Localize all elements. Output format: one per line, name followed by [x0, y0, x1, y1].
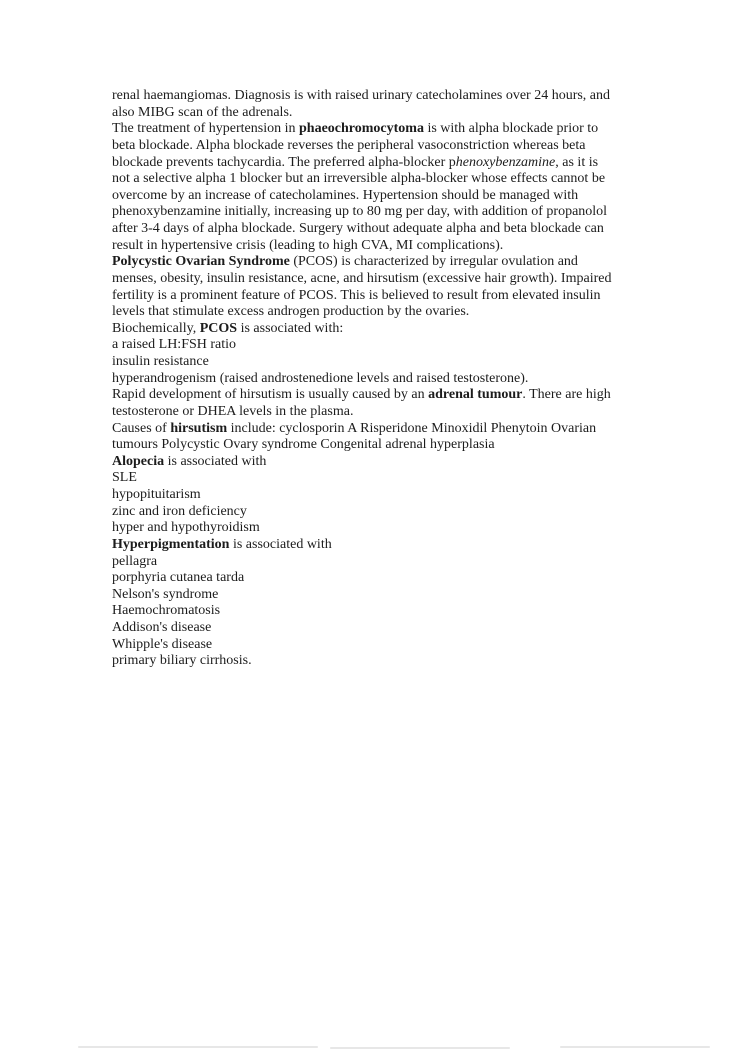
text-line [112, 155, 636, 172]
text-run: levels that stimulate excess androgen production by the ovaries. [112, 304, 470, 320]
scan-edge-artifact [330, 1047, 510, 1049]
text-run: fertility is a prominent feature of PCOS. This is believed to result from elevated insulin [112, 287, 601, 303]
text-line [112, 421, 636, 438]
text-run: phaeochromocytoma [299, 121, 424, 137]
text-run: tumours Polycystic Ovary syndrome Congenital adrenal hyperplasia [112, 437, 495, 453]
text-line [112, 204, 636, 221]
text-line [112, 337, 636, 354]
text-run: Polycystic Ovarian Syndrome [112, 254, 290, 270]
text-line [112, 454, 636, 471]
text-line [112, 603, 636, 620]
text-line [112, 271, 636, 288]
text-run: not a selective alpha 1 blocker but an irreversible alpha-blocker whose effects cannot be [112, 171, 606, 187]
text-run: hyperandrogenism (raised androstenedione levels and raised testosterone). [112, 370, 529, 386]
text-run: Nelson's syndrome [112, 586, 219, 602]
text-run: blockade prevents tachycardia. The preferred alpha-blocker p [112, 154, 456, 170]
text-run: Hyperpigmentation [112, 536, 230, 552]
text-run: hirsutism [170, 420, 228, 436]
text-line [112, 138, 636, 155]
text-run: renal haemangiomas. Diagnosis is with raised urinary catecholamines over 24 hours, and [112, 88, 611, 103]
text-run: hypopituitarism [112, 487, 201, 502]
scan-edge-artifact [560, 1046, 710, 1048]
text-run: . There are high [522, 387, 611, 403]
text-run: , as it is [555, 154, 599, 170]
text-run: zinc and iron deficiency [112, 503, 247, 519]
text-run: is associated with [164, 453, 267, 469]
text-run: beta blockade. Alpha blockade reverses the peripheral vasoconstriction whereas beta [112, 137, 586, 153]
text-line [112, 354, 636, 371]
text-line [112, 321, 636, 338]
scan-edge-artifact [78, 1046, 318, 1048]
text-line [112, 254, 636, 271]
text-run: Biochemically, [112, 320, 200, 336]
text-line [112, 537, 636, 554]
text-run: porphyria cutanea tarda [112, 570, 245, 586]
text-run: phenoxybenzamine initially, increasing up to 80 mg per day, with addition of propanolol [112, 204, 608, 220]
text-run: primary biliary cirrhosis. [112, 653, 252, 669]
text-run: is with alpha blockade prior to [423, 121, 599, 137]
text-line [112, 387, 636, 404]
text-line [112, 88, 636, 105]
text-run: menses, obesity, insulin resistance, acne, and hirsutism (excessive hair growth). Impaired [112, 270, 612, 286]
document-text-block [112, 88, 636, 670]
text-run: Addison's disease [112, 620, 212, 635]
text-line [112, 238, 636, 255]
text-run: after 3-4 days of alpha blockade. Surgery without adequate alpha and beta blockade can [112, 221, 604, 236]
text-line [112, 371, 636, 388]
text-line [112, 487, 636, 504]
text-run: pellagra [112, 553, 158, 569]
text-run: include: cyclosporin A Risperidone Minoxidil Phenytoin Ovarian [227, 420, 597, 436]
text-line [112, 404, 636, 421]
text-run: Alopecia [112, 453, 165, 469]
text-line [112, 171, 636, 188]
text-line [112, 554, 636, 571]
text-run: insulin resistance [112, 354, 209, 369]
text-run: result in hypertensive crisis (leading to high CVA, MI complications). [112, 237, 504, 253]
text-run: a raised LH:FSH ratio [112, 337, 237, 353]
text-run: Haemochromatosis [112, 603, 221, 619]
text-line [112, 653, 636, 670]
text-run: Rapid development of hirsutism is usually caused by an [112, 387, 429, 403]
text-run: is associated with: [237, 320, 344, 336]
text-line [112, 637, 636, 654]
text-run: The treatment of hypertension in [112, 121, 299, 137]
text-line [112, 520, 636, 537]
text-run: overcome by an increase of catecholamines. Hypertension should be managed with [112, 187, 579, 203]
text-run: hyper and hypothyroidism [112, 520, 260, 536]
text-run: is associated with [229, 536, 332, 552]
text-run: testosterone or DHEA levels in the plasma. [112, 403, 354, 419]
text-line [112, 437, 636, 454]
text-line [112, 121, 636, 138]
text-line [112, 504, 636, 521]
text-line [112, 288, 636, 305]
text-run: (PCOS) is characterized by irregular ovulation and [289, 254, 578, 270]
text-line [112, 188, 636, 205]
text-line [112, 304, 636, 321]
text-line [112, 105, 636, 122]
text-line [112, 587, 636, 604]
text-line [112, 570, 636, 587]
text-line [112, 470, 636, 487]
text-run: Whipple's disease [112, 636, 213, 652]
text-line [112, 620, 636, 637]
text-run: adrenal tumour [428, 387, 523, 403]
text-run: PCOS [199, 320, 238, 336]
text-run: Causes of [112, 420, 171, 436]
text-run: also MIBG scan of the adrenals. [112, 104, 293, 120]
text-run: henoxybenzamine [455, 154, 556, 170]
text-line [112, 221, 636, 238]
text-run: SLE [112, 470, 137, 486]
